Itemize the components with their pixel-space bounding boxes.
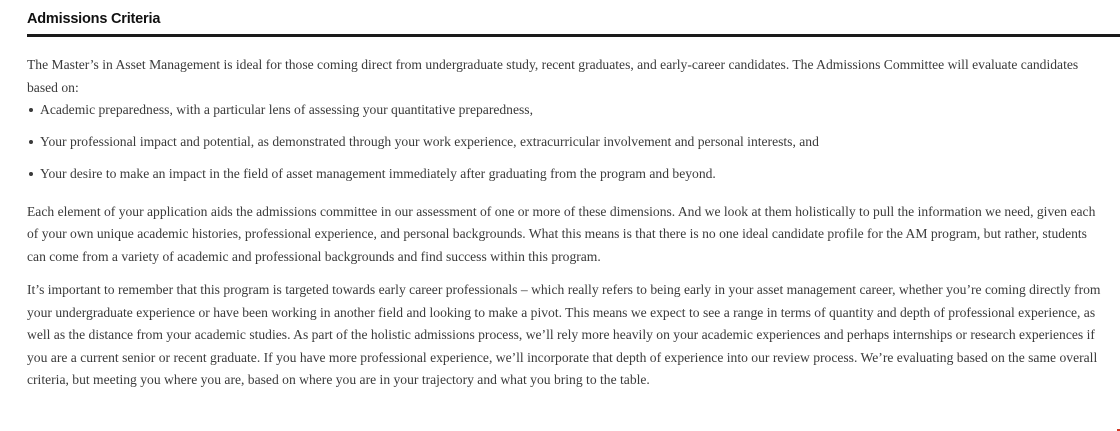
heading-divider	[27, 34, 1120, 37]
section-body	[27, 54, 1107, 392]
holistic-paragraph: Each element of your application aids the admissions committee in our assessment of one or more of these dimensions. And we look at them holistically to pull the information we need, given each of your own unique academic histories, professional experience, and personal backgrounds. What this means is that there is no one ideal candidate profile for the AM program, but rather, students can come from a variety of academic and professional backgrounds and find success within this program.	[27, 203, 1096, 264]
section-heading: Admissions Criteria	[27, 11, 161, 27]
list-item: Your professional impact and potential, as demonstrated through your work experience, extracurricular involvement and personal interests, and	[27, 131, 1107, 154]
intro-paragraph: The Master’s in Asset Management is ideal for those coming direct from undergraduate study, recent graduates, and early-career candidates. The Admissions Committee will evaluate candidates based on:	[27, 57, 1079, 95]
list-item: Academic preparedness, with a particular lens of assessing your quantitative preparedness,	[27, 99, 1107, 122]
list-item: Your desire to make an impact in the field of asset management immediately after graduating from the program and beyond.	[27, 163, 1107, 186]
criteria-list	[27, 99, 1107, 186]
admissions-criteria-section	[27, 0, 1120, 392]
early-career-paragraph: It’s important to remember that this program is targeted towards early career professionals – which really refers to being early in your asset management career, whether you’re coming directly from your undergraduate experience or have been working in another field and looking to make a pivot. This means we expect to see a range in terms of quantity and depth of professional experience, as well as the distance from your academic studies. As part of the holistic admissions process, we’ll rely more heavily on your academic experiences and perhaps internships or research experiences if you are a current senior or recent graduate. If you have more professional experience, we’ll incorporate that depth of experience into our review process. We’re evaluating based on the same overall criteria, but meeting you where you are, based on where you are in your trajectory and what you bring to the table.	[27, 282, 1101, 387]
